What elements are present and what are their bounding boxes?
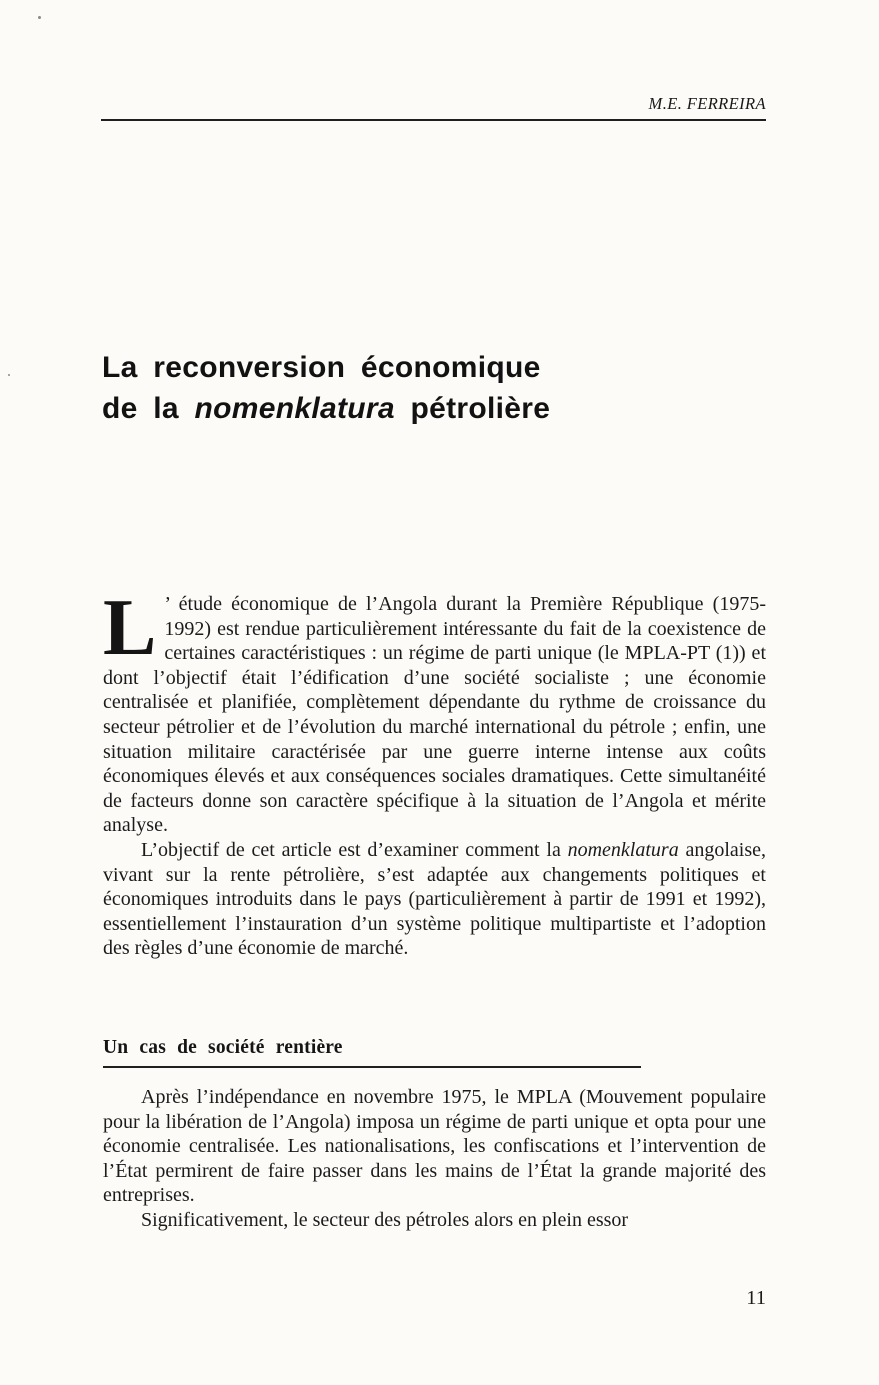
intro-section xyxy=(103,584,766,961)
section-heading-rule xyxy=(103,1037,641,1068)
article-title xyxy=(102,347,550,429)
intro-paragraph-2-before: L’objectif de cet article est d’examiner comment la xyxy=(141,838,568,861)
article-title-line1: La reconversion économique xyxy=(102,351,541,384)
intro-paragraph-1 xyxy=(103,584,766,838)
article-title-line2-before: de la xyxy=(102,392,195,425)
intro-paragraph-2-after: angolaise, vivant sur la rente pétrolière, s’est adaptée aux changements politiques et économiques introduits dans le pays (particulièrement à partir de 1991 et 1992), essentiellement l’instauration d’un système politique multipartiste et l’adoption des règles d’une économie de marché. xyxy=(103,838,766,960)
article-title-italic-word: nomenklatura xyxy=(194,392,395,425)
section-heading: Un cas de société rentière xyxy=(103,1037,343,1058)
scan-speck xyxy=(38,16,41,19)
intro-paragraph-2-italic-word: nomenklatura xyxy=(567,838,679,861)
running-header-author: M.E. FERREIRA xyxy=(648,94,766,113)
running-header xyxy=(101,94,766,121)
article-title-line2-after: pétrolière xyxy=(394,392,551,425)
intro-paragraph-1-text: ’ étude économique de l’Angola durant la Première République (1975-1992) est rendue particulièrement intéressante du fait de la coexistence de certaines caractéristiques : un régime de parti unique (le MPLA-PT (1)) et dont l’objectif était l’édification d’une société socialiste ; une économie centralisée et planifiée, complètement dépendante du rythme de croissance du secteur pétrolier et de l’évolution du marché international du pétrole ; enfin, une situation militaire caractérisée par une guerre interne intense aux coûts économiques élevés et aux conséquences sociales dramatiques. Cette simultanéité de facteurs donne son caractère spécifique à la situation de l’Angola et mérite analyse. xyxy=(103,593,766,837)
section-paragraph-2: Significativement, le secteur des pétroles alors en plein essor xyxy=(141,1208,629,1231)
article-title-line2 xyxy=(102,388,550,429)
body-section xyxy=(103,1085,766,1233)
dropcap-letter: L xyxy=(103,584,157,672)
section-paragraph-1: Après l’indépendance en novembre 1975, le MPLA (Mouvement populaire pour la libération de l’Angola) imposa un régime de parti unique et opta pour une économie centralisée. Les nationalisations, les confiscations et l’intervention de l’État permirent de faire passer dans les mains de l’État la grande majorité des entreprises. xyxy=(103,1086,766,1207)
page-number: 11 xyxy=(746,1287,766,1309)
scan-speck xyxy=(8,374,10,376)
intro-paragraph-2 xyxy=(103,838,766,961)
